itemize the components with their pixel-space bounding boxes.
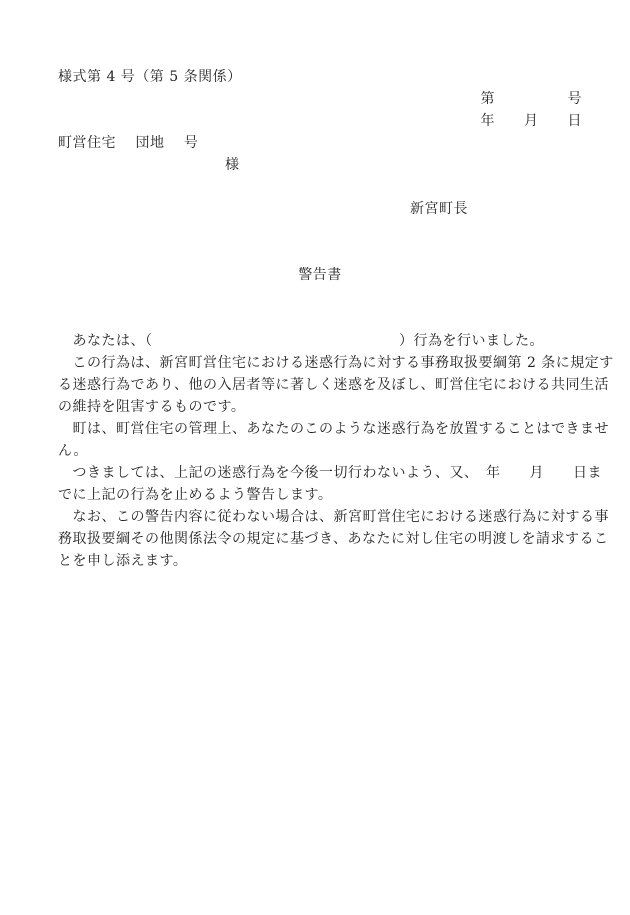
body-line: この行為は、新宮町営住宅における迷惑行為に対する事務取扱要綱第 2 条に規定す	[58, 355, 614, 371]
body-line: つきましては、上記の迷惑行為を今後一切行わないよう、又、 年 月 日ま	[58, 465, 602, 481]
blank-line	[58, 176, 582, 198]
blank-line	[58, 286, 582, 308]
body-line: の維持を阻害するものです。	[58, 399, 246, 415]
document-number-line: 第 号	[480, 91, 582, 107]
body-line: とを申し添えます。	[58, 553, 188, 569]
document-title: 警告書	[298, 267, 342, 283]
blank-line	[58, 308, 582, 330]
housing-address-line: 町営住宅 団地 号	[58, 135, 199, 151]
body-line: あなたは、（ ）行為を行いました。	[58, 333, 544, 349]
body-line: でに上記の行為を止めるよう警告します。	[58, 487, 333, 503]
addressee-line: 様	[225, 157, 240, 173]
date-line: 年 月 日	[480, 113, 582, 129]
body-line: 町は、町営住宅の管理上、あなたのこのような迷惑行為を放置することはできませ	[58, 421, 609, 437]
body-line: 務取扱要綱その他関係法令の規定に基づき、あなたに対し住宅の明渡しを請求するこ	[58, 531, 609, 547]
sender-name: 新宮町長	[410, 201, 468, 217]
form-number: 様式第 4 号（第 5 条関係）	[58, 69, 242, 85]
body-line: なお、この警告内容に従わない場合は、新宮町営住宅における迷惑行為に対する事	[58, 509, 609, 525]
body-line: る迷惑行為であり、他の入居者等に著しく迷惑を及ぼし、町営住宅における共同生活	[58, 377, 609, 393]
blank-line	[58, 242, 582, 264]
blank-line	[58, 220, 582, 242]
body-line: ん。	[58, 443, 88, 459]
